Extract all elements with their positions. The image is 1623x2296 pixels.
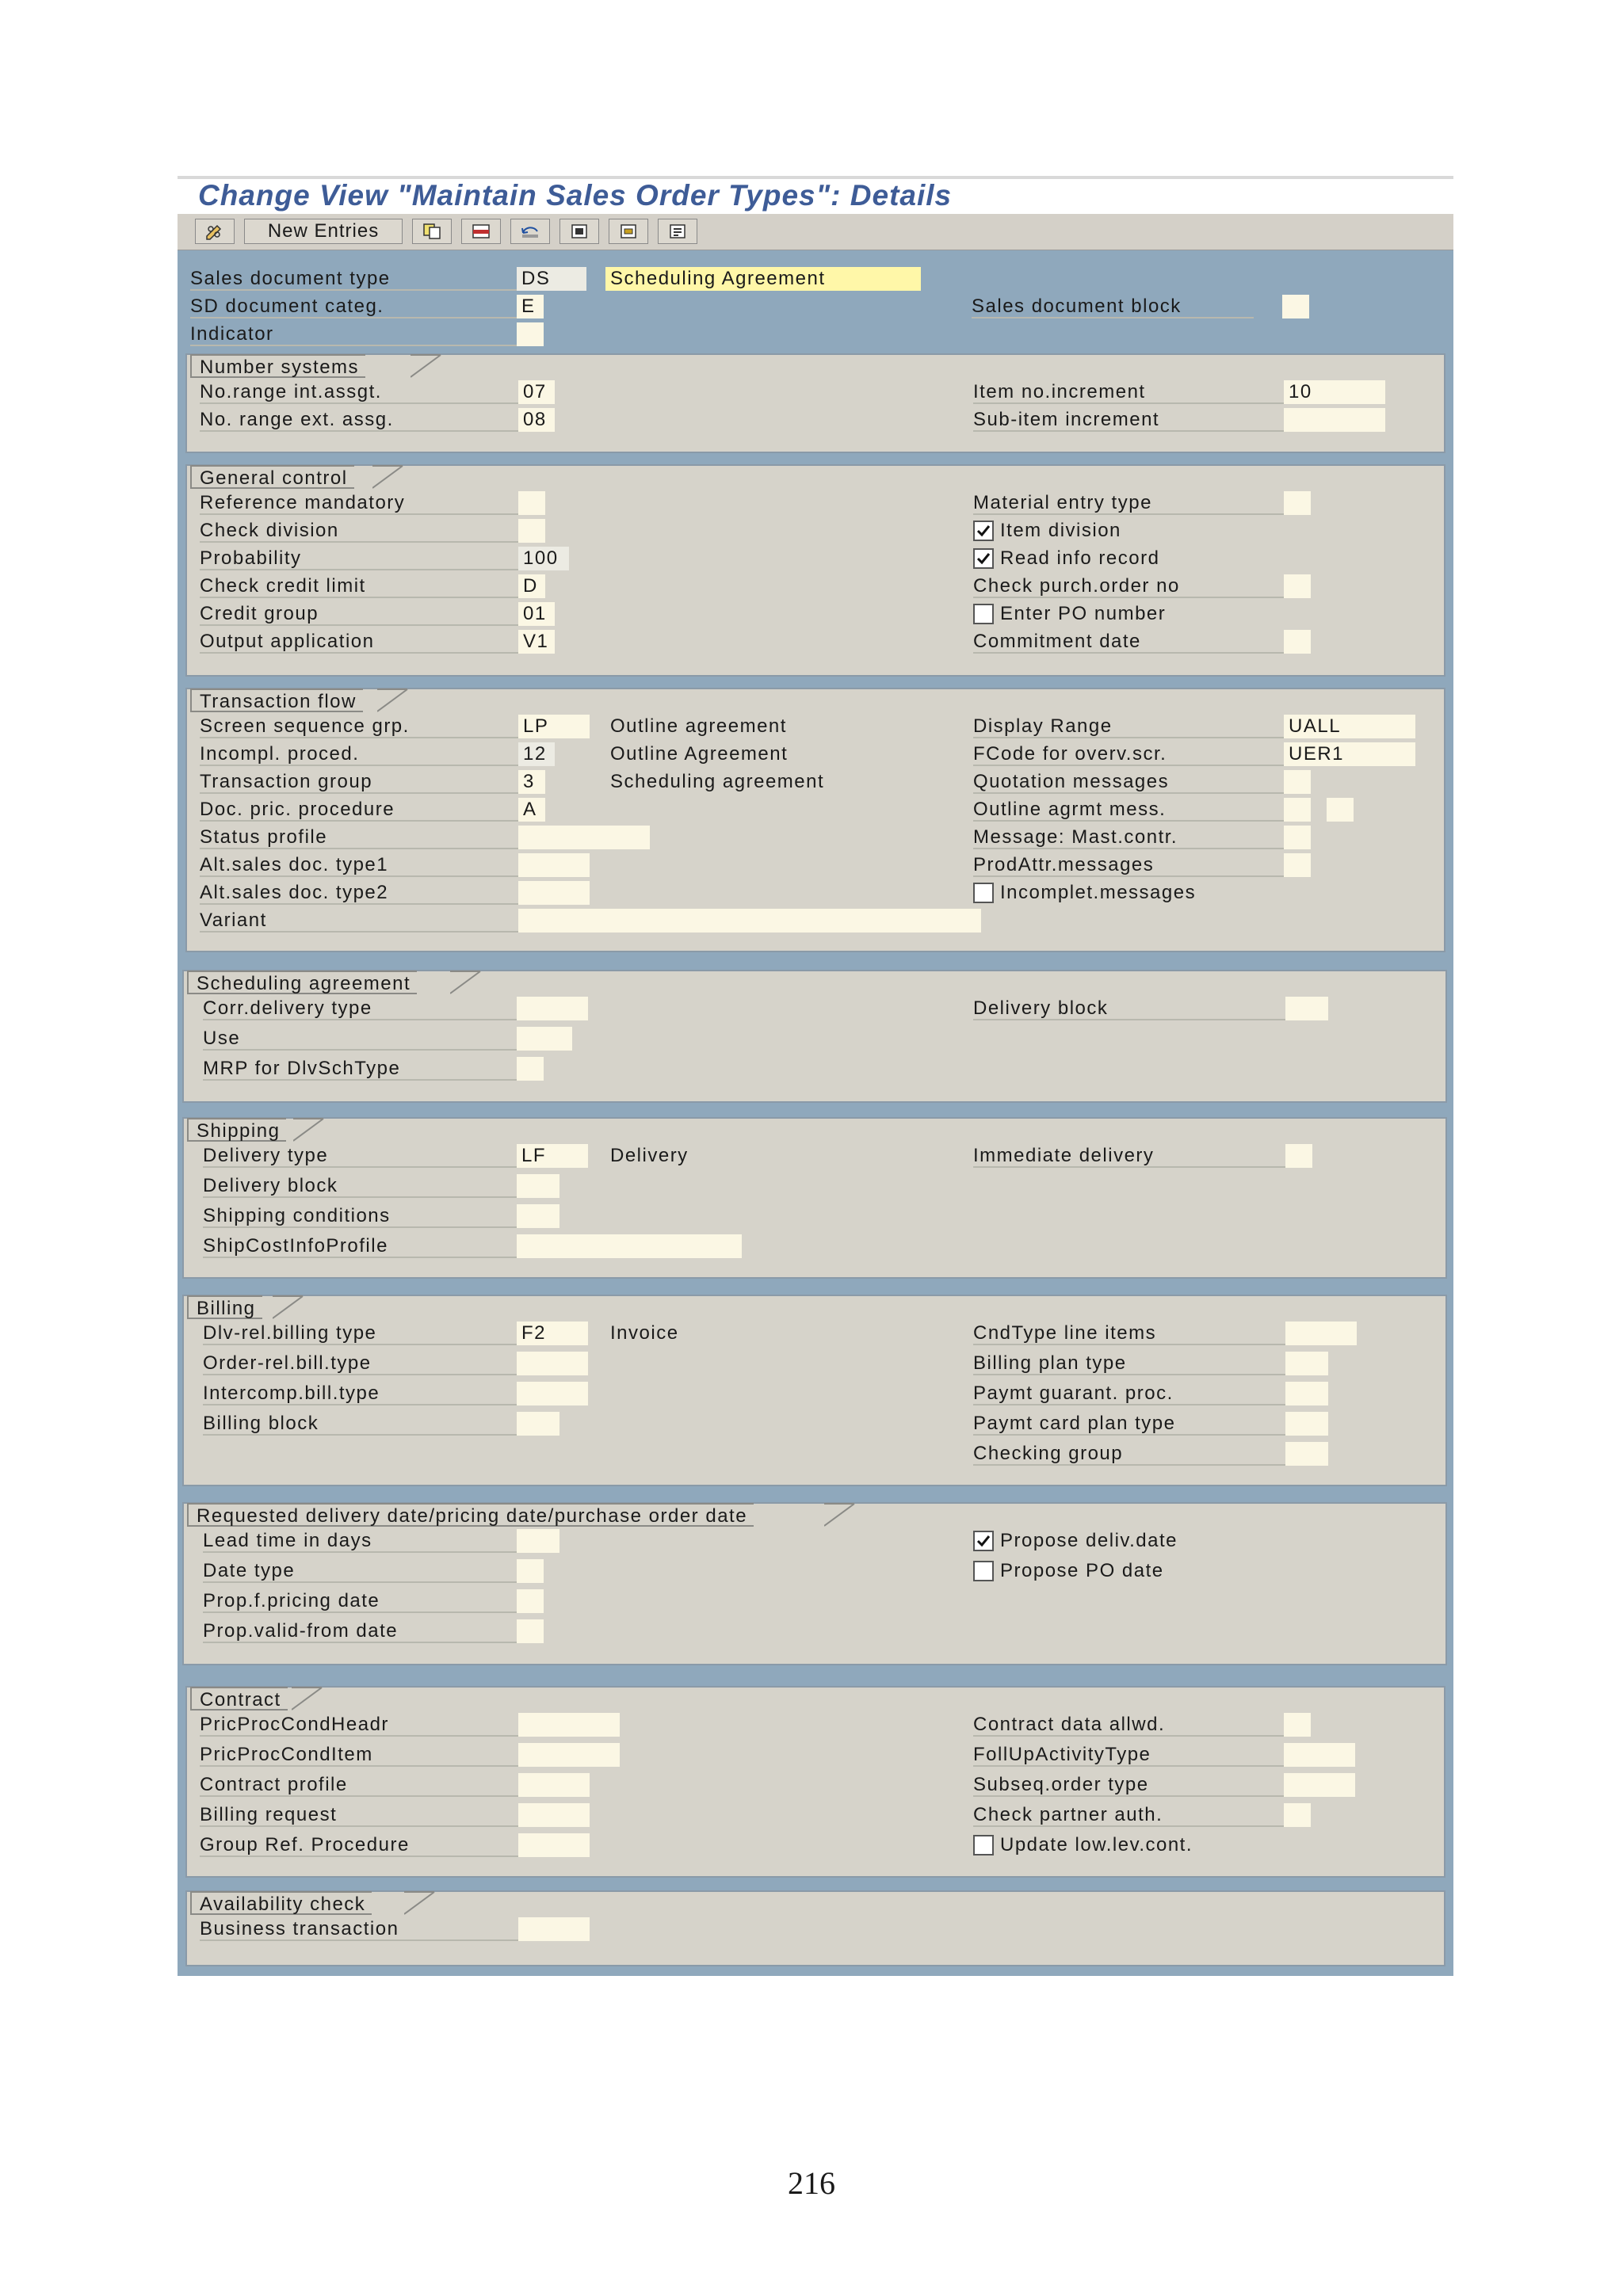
group-title: Contract [190, 1687, 288, 1711]
undo-change-button[interactable] [510, 219, 550, 244]
order-rel-bill-type-label: Order-rel.bill.type [203, 1352, 521, 1375]
propose-po-date-label: Propose PO date [1000, 1560, 1164, 1581]
group-tab-slant [404, 1891, 436, 1915]
checkmark-icon [976, 551, 991, 566]
window-title: Change View "Maintain Sales Order Types": Details [198, 179, 953, 212]
corr-delivery-type-input[interactable] [517, 997, 588, 1020]
fcode-overv-label: FCode for overv.scr. [973, 742, 1289, 766]
group-title: Scheduling agreement [187, 971, 417, 994]
doc-pric-procedure-input[interactable]: A [518, 798, 545, 822]
update-low-lev-cont-checkbox[interactable] [973, 1835, 994, 1855]
outline-agrmt-mess-label: Outline agrmt mess. [973, 798, 1289, 822]
output-application-input[interactable]: V1 [518, 630, 555, 654]
sub-item-increment-input[interactable] [1284, 408, 1385, 432]
shipping-conditions-label: Shipping conditions [203, 1204, 521, 1228]
lead-time-label: Lead time in days [203, 1529, 521, 1553]
display-range-label: Display Range [973, 715, 1289, 738]
propose-deliv-date-checkbox[interactable] [973, 1531, 994, 1551]
shipping-delivery-block-label: Delivery block [203, 1174, 521, 1198]
checkmark-icon [976, 1533, 991, 1549]
new-entries-button[interactable] [244, 219, 403, 244]
group-title: Number systems [190, 354, 365, 378]
no-range-int-label: No.range int.assgt. [200, 380, 521, 404]
display-range-input[interactable]: UALL [1284, 715, 1415, 738]
no-range-ext-input[interactable]: 08 [518, 408, 555, 432]
sales-doc-block-input[interactable] [1282, 295, 1309, 318]
indicator-input[interactable] [517, 322, 544, 346]
shipping-conditions-input[interactable] [517, 1204, 559, 1228]
incompl-proced-label: Incompl. proced. [200, 742, 521, 766]
business-transaction-label: Business transaction [200, 1917, 521, 1941]
sap-window [178, 176, 1453, 1976]
commitment-date-label: Commitment date [973, 630, 1289, 654]
mrp-dlvschtype-label: MRP for DlvSchType [203, 1057, 521, 1081]
material-entry-type-input[interactable] [1284, 491, 1311, 515]
sd-doc-categ-input[interactable]: E [517, 295, 544, 318]
check-credit-limit-label: Check credit limit [200, 574, 521, 598]
group-contract [185, 1686, 1445, 1878]
check-division-label: Check division [200, 519, 521, 543]
subseq-order-type-input[interactable] [1284, 1773, 1355, 1797]
screen-seq-label: Screen sequence grp. [200, 715, 521, 738]
group-title: Billing [187, 1295, 262, 1319]
contract-data-allwd-label: Contract data allwd. [973, 1713, 1289, 1737]
group-requested-delivery-date [182, 1502, 1447, 1665]
group-title: Availability check [190, 1891, 372, 1915]
intercomp-bill-type-label: Intercomp.bill.type [203, 1382, 521, 1405]
status-profile-input[interactable] [518, 826, 650, 849]
commitment-date-input[interactable] [1284, 630, 1311, 654]
indicator-label: Indicator [190, 322, 520, 346]
delete-button[interactable] [461, 219, 501, 244]
billing-plan-type-label: Billing plan type [973, 1352, 1290, 1375]
select-all-icon [569, 223, 590, 240]
propose-deliv-date-label: Propose deliv.date [1000, 1530, 1178, 1551]
undo-icon [520, 223, 540, 240]
dlv-rel-billing-type-description: Invoice [610, 1322, 679, 1344]
corr-delivery-type-label: Corr.delivery type [203, 997, 521, 1020]
quotation-messages-label: Quotation messages [973, 770, 1289, 794]
sales-doc-type-input[interactable]: DS [517, 267, 586, 291]
group-tab-slant [273, 1295, 304, 1319]
credit-group-label: Credit group [200, 602, 521, 626]
material-entry-type-label: Material entry type [973, 491, 1289, 515]
business-transaction-input[interactable] [518, 1917, 590, 1941]
item-no-increment-label: Item no.increment [973, 380, 1289, 404]
update-low-lev-cont-label: Update low.lev.cont. [1000, 1834, 1193, 1855]
delivery-type-description: Delivery [610, 1145, 689, 1166]
cndtype-line-items-input[interactable] [1285, 1322, 1357, 1345]
application-toolbar [178, 214, 1453, 250]
item-no-increment-input[interactable]: 10 [1284, 380, 1385, 404]
variant-input[interactable] [518, 909, 981, 933]
sales-doc-type-label: Sales document type [190, 267, 520, 291]
delivery-type-label: Delivery type [203, 1144, 521, 1168]
screen-seq-input[interactable]: LP [518, 715, 590, 738]
dlv-rel-billing-type-input[interactable]: F2 [517, 1322, 588, 1345]
paymt-card-plan-type-input[interactable] [1285, 1412, 1328, 1436]
delivery-block-input[interactable] [1285, 997, 1328, 1020]
transaction-group-label: Transaction group [200, 770, 521, 794]
message-mast-contr-label: Message: Mast.contr. [973, 826, 1289, 849]
paymt-guarant-proc-input[interactable] [1285, 1382, 1328, 1405]
new-entries-label: New Entries [267, 220, 380, 242]
variant-label: Variant [200, 909, 521, 933]
alt-sales-doc-type2-label: Alt.sales doc. type2 [200, 881, 521, 905]
immediate-delivery-label: Immediate delivery [973, 1144, 1290, 1168]
group-title: General control [190, 465, 354, 489]
sales-doc-block-label: Sales document block [972, 295, 1254, 318]
alt-sales-doc-type2-input[interactable] [518, 881, 590, 905]
check-partner-auth-label: Check partner auth. [973, 1803, 1289, 1827]
doc-pric-procedure-label: Doc. pric. procedure [200, 798, 521, 822]
billing-plan-type-input[interactable] [1285, 1352, 1328, 1375]
status-profile-label: Status profile [200, 826, 521, 849]
group-title: Transaction flow [190, 688, 363, 712]
contract-profile-input[interactable] [518, 1773, 590, 1797]
prop-valid-from-label: Prop.valid-from date [203, 1619, 521, 1643]
group-tab-slant [411, 354, 442, 378]
follupactivitytype-label: FollUpActivityType [973, 1743, 1289, 1767]
item-division-checkbox[interactable] [973, 521, 994, 541]
group-transaction-flow [185, 688, 1445, 952]
delivery-block-label: Delivery block [973, 997, 1290, 1020]
no-range-ext-label: No. range ext. assg. [200, 408, 521, 432]
group-tab-slant [293, 1118, 325, 1142]
sd-doc-categ-label: SD document categ. [190, 295, 520, 318]
no-range-int-input[interactable]: 07 [518, 380, 555, 404]
incomplet-messages-label: Incomplet.messages [1000, 882, 1197, 903]
incomplet-messages-checkbox[interactable] [973, 883, 994, 903]
display-change-button[interactable] [195, 219, 235, 244]
deselect-all-icon [667, 223, 688, 240]
group-tab-slant [372, 465, 404, 489]
prodattr-messages-input[interactable] [1284, 853, 1311, 877]
shipcostinfoprofile-label: ShipCostInfoProfile [203, 1234, 521, 1258]
output-application-label: Output application [200, 630, 521, 654]
pricproc-conditem-label: PricProcCondItem [200, 1743, 521, 1767]
group-ref-procedure-label: Group Ref. Procedure [200, 1833, 521, 1857]
billing-request-label: Billing request [200, 1803, 521, 1827]
sales-doc-type-description: Scheduling Agreement [605, 267, 921, 291]
prop-pricing-date-input[interactable] [517, 1589, 544, 1613]
group-availability-check [185, 1890, 1445, 1966]
select-block-icon [618, 223, 639, 240]
mrp-dlvschtype-input[interactable] [517, 1057, 544, 1081]
contract-data-allwd-input[interactable] [1284, 1713, 1311, 1737]
check-division-input[interactable] [518, 519, 545, 543]
screen-seq-description: Outline agreement [610, 715, 787, 737]
subseq-order-type-label: Subseq.order type [973, 1773, 1289, 1797]
intercomp-bill-type-input[interactable] [517, 1382, 588, 1405]
enter-po-number-label: Enter PO number [1000, 603, 1167, 624]
copy-button[interactable] [412, 219, 452, 244]
prodattr-messages-label: ProdAttr.messages [973, 853, 1289, 877]
billing-request-input[interactable] [518, 1803, 590, 1827]
incompl-proced-input[interactable]: 12 [518, 742, 555, 766]
sub-item-increment-label: Sub-item increment [973, 408, 1289, 432]
group-billing [182, 1295, 1447, 1486]
shipping-delivery-block-input[interactable] [517, 1174, 559, 1198]
probability-label: Probability [200, 547, 521, 570]
group-tab-slant [292, 1687, 323, 1711]
alt-sales-doc-type1-label: Alt.sales doc. type1 [200, 853, 521, 877]
delete-icon [471, 223, 491, 240]
title-bar [178, 176, 1453, 214]
check-purch-order-label: Check purch.order no [973, 574, 1289, 598]
follupactivitytype-input[interactable] [1284, 1743, 1355, 1767]
incompl-proced-description: Outline Agreement [610, 743, 789, 765]
checkmark-icon [976, 523, 991, 539]
use-label: Use [203, 1027, 521, 1051]
deselect-all-button[interactable] [658, 219, 697, 244]
pricproc-condheadr-label: PricProcCondHeadr [200, 1713, 521, 1737]
outline-agrmt-mess-input[interactable] [1284, 798, 1311, 822]
check-credit-limit-input[interactable]: D [518, 574, 545, 598]
read-info-record-checkbox[interactable] [973, 548, 994, 569]
select-all-button[interactable] [559, 219, 599, 244]
checking-group-label: Checking group [973, 1442, 1290, 1466]
group-ref-procedure-input[interactable] [518, 1833, 590, 1857]
delivery-type-input[interactable]: LF [517, 1144, 588, 1168]
reference-mandatory-input[interactable] [518, 491, 545, 515]
use-input[interactable] [517, 1027, 572, 1051]
check-purch-order-input[interactable] [1284, 574, 1311, 598]
order-rel-bill-type-input[interactable] [517, 1352, 588, 1375]
group-title: Requested delivery date/pricing date/purchase order date [187, 1503, 754, 1527]
cndtype-line-items-label: CndType line items [973, 1322, 1290, 1345]
fcode-overv-input[interactable]: UER1 [1284, 742, 1415, 766]
read-info-record-label: Read info record [1000, 547, 1160, 569]
transaction-group-input[interactable]: 3 [518, 770, 545, 794]
group-tab-slant [377, 688, 409, 712]
pricproc-conditem-input[interactable] [518, 1743, 620, 1767]
group-shipping [182, 1117, 1447, 1279]
immediate-delivery-input[interactable] [1285, 1144, 1312, 1168]
propose-po-date-checkbox[interactable] [973, 1561, 994, 1581]
page-number: 216 [788, 2165, 835, 2201]
date-type-label: Date type [203, 1559, 521, 1583]
dlv-rel-billing-type-label: Dlv-rel.billing type [203, 1322, 521, 1345]
prop-valid-from-input[interactable] [517, 1619, 544, 1643]
paymt-guarant-proc-label: Paymt guarant. proc. [973, 1382, 1290, 1405]
reference-mandatory-label: Reference mandatory [200, 491, 521, 515]
date-type-input[interactable] [517, 1559, 544, 1583]
check-partner-auth-input[interactable] [1284, 1803, 1311, 1827]
prop-pricing-date-label: Prop.f.pricing date [203, 1589, 521, 1613]
billing-block-label: Billing block [203, 1412, 521, 1436]
billing-block-input[interactable] [517, 1412, 559, 1436]
alt-sales-doc-type1-input[interactable] [518, 853, 590, 877]
quotation-messages-input[interactable] [1284, 770, 1311, 794]
group-number-systems [185, 353, 1445, 453]
credit-group-input[interactable]: 01 [518, 602, 555, 626]
shipcostinfoprofile-input[interactable] [517, 1234, 742, 1258]
lead-time-input[interactable] [517, 1529, 559, 1553]
group-title: Shipping [187, 1118, 286, 1142]
group-tab-slant [450, 971, 482, 994]
transaction-group-description: Scheduling agreement [610, 771, 825, 792]
group-general-control [185, 464, 1445, 677]
pricproc-condheadr-input[interactable] [518, 1713, 620, 1737]
message-mast-contr-input[interactable] [1284, 826, 1311, 849]
group-scheduling-agreement [182, 970, 1447, 1103]
item-division-label: Item division [1000, 520, 1121, 541]
paymt-card-plan-type-label: Paymt card plan type [973, 1412, 1290, 1436]
contract-profile-label: Contract profile [200, 1773, 521, 1797]
pencil-glasses-icon [204, 223, 225, 240]
select-block-button[interactable] [609, 219, 648, 244]
copy-icon [422, 223, 442, 240]
checking-group-input[interactable] [1285, 1442, 1328, 1466]
group-tab-slant [824, 1503, 856, 1527]
outline-agrmt-mess-extra-input[interactable] [1327, 798, 1354, 822]
probability-input[interactable]: 100 [518, 547, 569, 570]
enter-po-number-checkbox[interactable] [973, 604, 994, 624]
